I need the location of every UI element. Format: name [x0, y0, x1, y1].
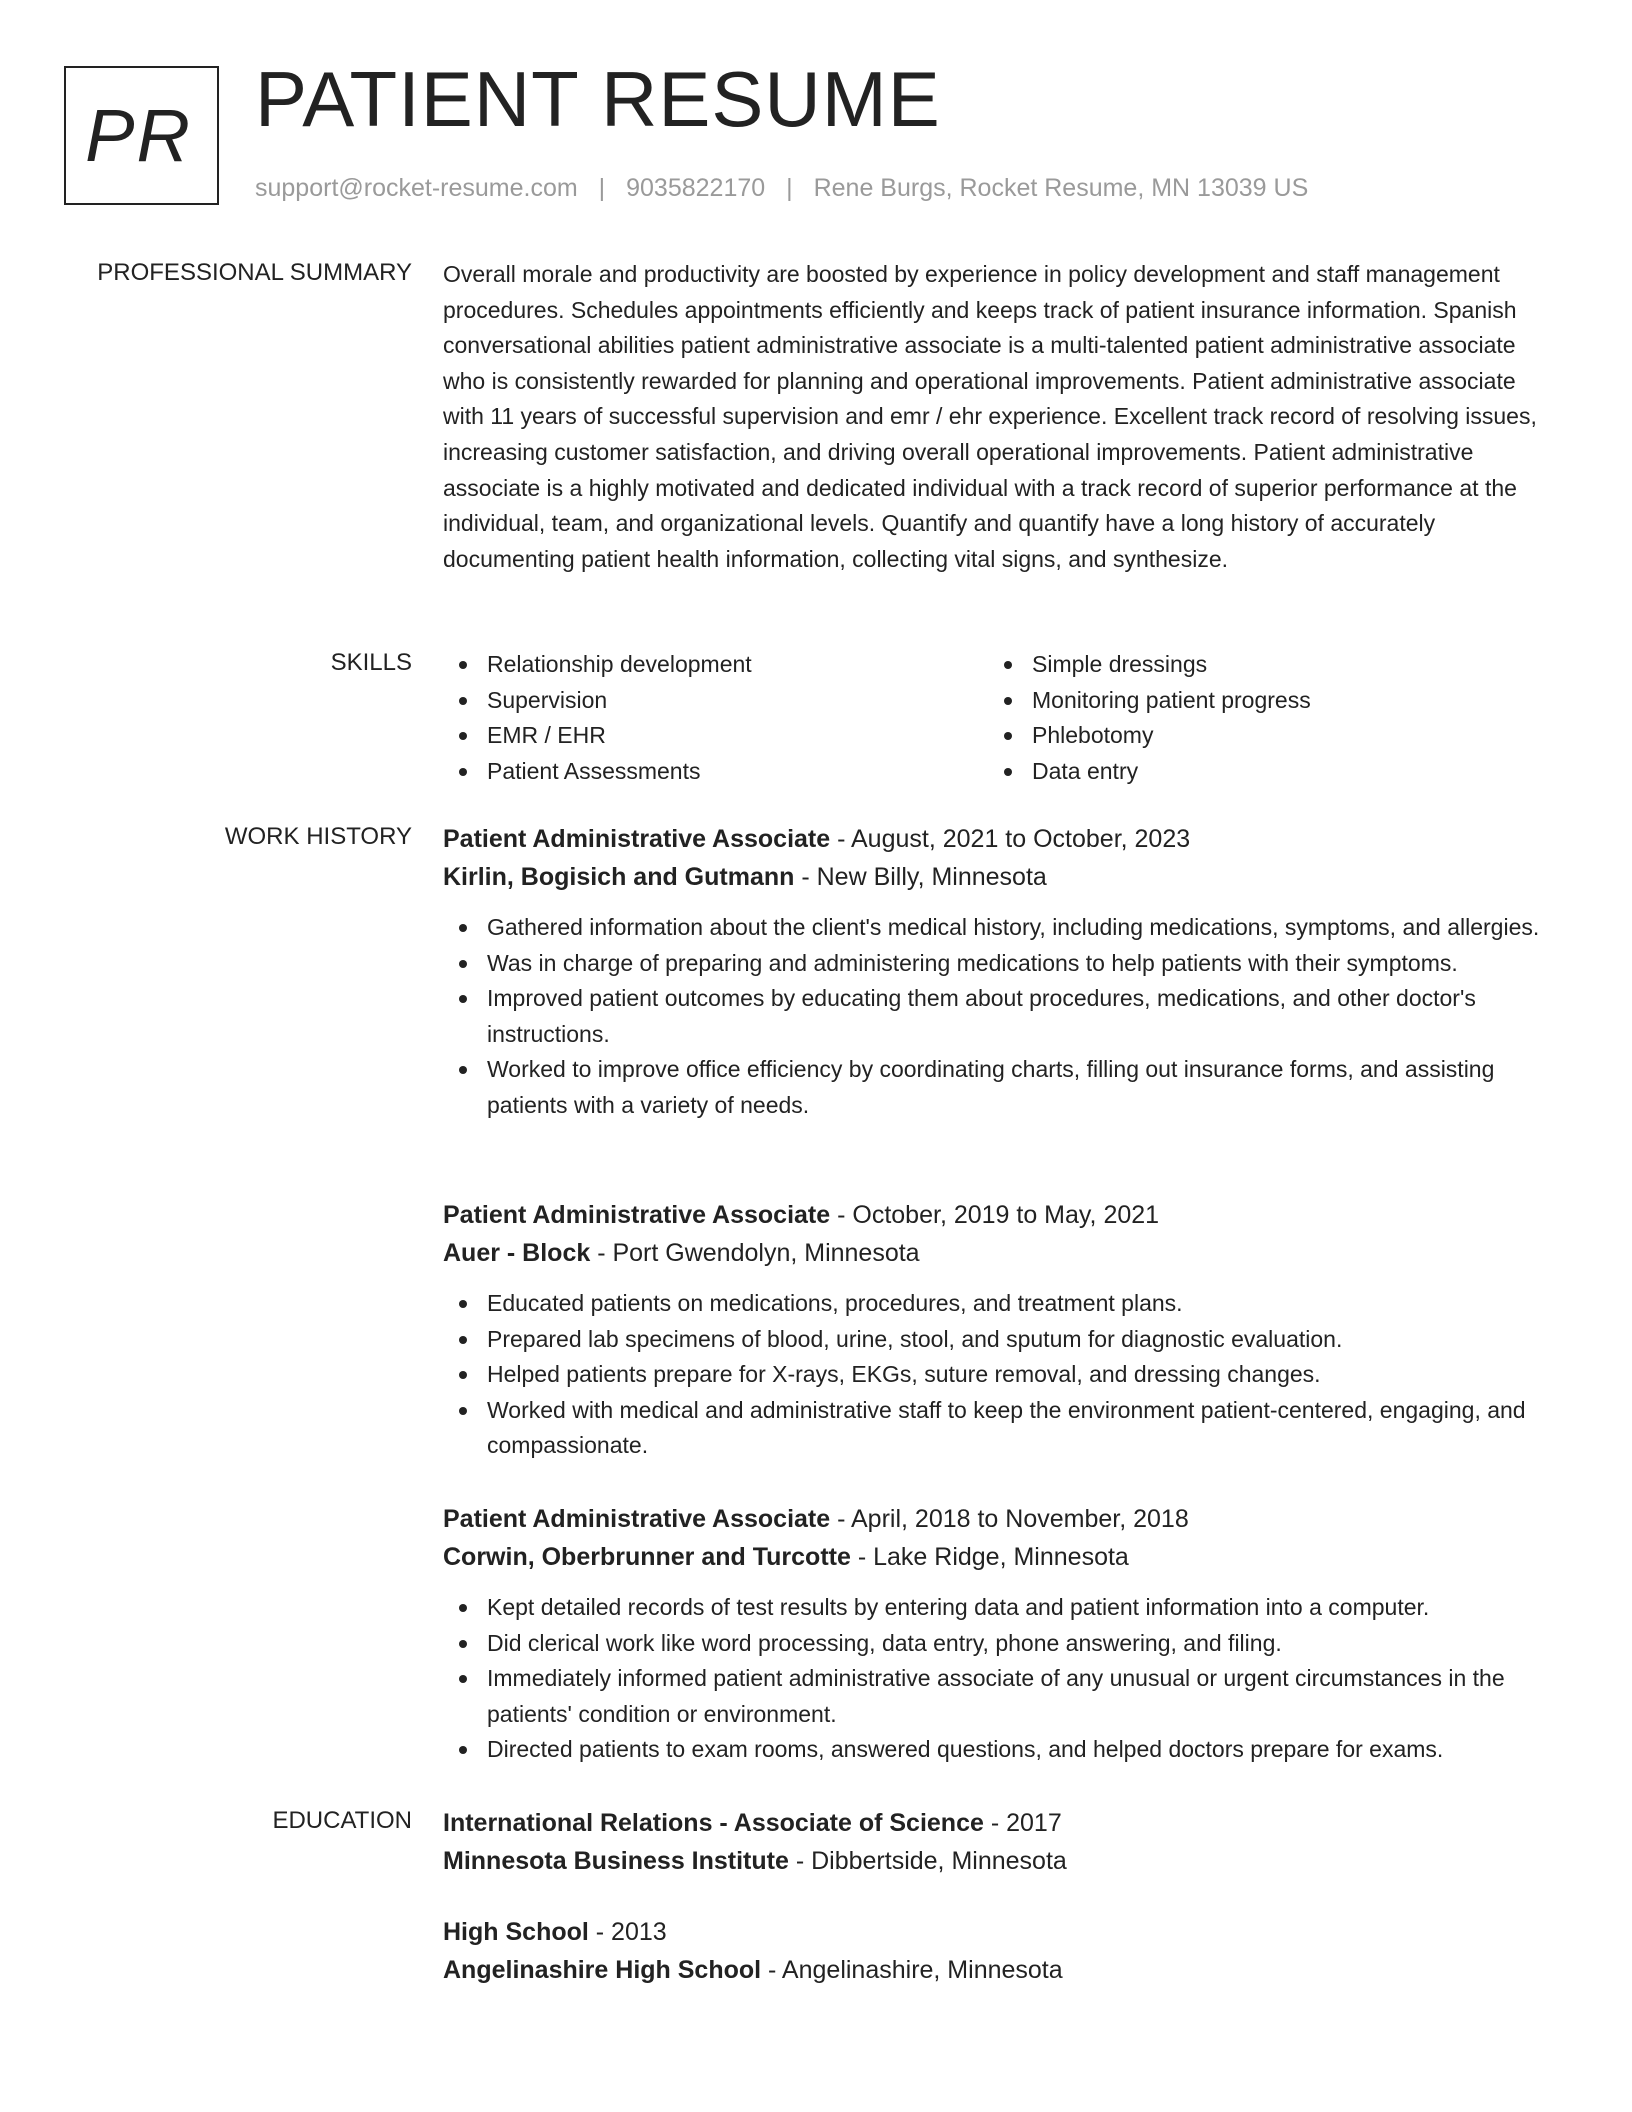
bullet-icon — [459, 995, 467, 1003]
job-title: Patient Administrative Associate — [443, 1505, 831, 1533]
skill-text: EMR / EHR — [487, 722, 606, 749]
skills-list-right — [988, 647, 1533, 789]
job-title: Patient Administrative Associate — [443, 1201, 831, 1229]
job-company: Kirlin, Bogisich and Gutmann — [443, 863, 795, 891]
list-item — [988, 718, 1533, 754]
bullet-icon — [459, 1675, 467, 1683]
bullet-icon — [459, 768, 467, 776]
bullet-icon — [1004, 697, 1012, 705]
monogram-initials: PR — [85, 94, 192, 177]
school: Minnesota Business Institute — [443, 1847, 789, 1875]
section-title-education: EDUCATION — [272, 1807, 412, 1834]
degree-line — [443, 1913, 1558, 1951]
bullet-icon — [459, 732, 467, 740]
duty-text: Worked with medical and administrative staff to keep the environment patient-centered, engaging, and compassionate. — [487, 1396, 1526, 1459]
skill-text: Phlebotomy — [1032, 722, 1154, 749]
degree-year: - 2013 — [588, 1918, 667, 1946]
school-line — [443, 1842, 1558, 1880]
bullet-icon — [459, 1371, 467, 1379]
job-company-line — [443, 858, 1558, 896]
bullet-icon — [459, 960, 467, 968]
bullet-icon — [459, 1746, 467, 1754]
skills-list-left — [443, 647, 988, 789]
list-item — [443, 754, 988, 790]
job-dates: - April, 2018 to November, 2018 — [830, 1505, 1189, 1533]
contact-separator: | — [598, 174, 606, 202]
list-item — [443, 946, 1558, 982]
list-item — [443, 981, 1558, 1052]
skill-text: Simple dressings — [1032, 651, 1208, 677]
contact-address: Rene Burgs, Rocket Resume, MN 13039 US — [813, 174, 1309, 202]
school-location: - Angelinashire, Minnesota — [761, 1956, 1063, 1984]
skills-grid — [443, 647, 1558, 789]
job-entry — [443, 1500, 1558, 1768]
list-item — [988, 683, 1533, 719]
school: Angelinashire High School — [443, 1956, 762, 1984]
list-item — [443, 1286, 1558, 1322]
degree: International Relations - Associate of Science — [443, 1809, 984, 1837]
contact-email: support@rocket-resume.com — [255, 174, 578, 202]
job-company-line — [443, 1234, 1558, 1272]
section-title-work: WORK HISTORY — [224, 823, 412, 850]
contact-line — [255, 172, 1308, 204]
job-company: Auer - Block — [443, 1239, 591, 1267]
job-location: - Port Gwendolyn, Minnesota — [590, 1239, 920, 1267]
skill-text: Relationship development — [487, 651, 752, 677]
duty-text: Kept detailed records of test results by entering data and patient information into a computer. — [487, 1594, 1430, 1620]
list-item — [443, 1590, 1558, 1626]
duty-text: Did clerical work like word processing, data entry, phone answering, and filing. — [487, 1629, 1282, 1656]
duty-text: Worked to improve office efficiency by coordinating charts, filling out insurance forms, and assisting patients with a variety of needs. — [487, 1056, 1495, 1118]
degree: High School — [443, 1918, 589, 1946]
duty-text: Directed patients to exam rooms, answered questions, and helped doctors prepare for exams. — [487, 1736, 1444, 1763]
list-item — [443, 683, 988, 719]
list-item — [443, 647, 988, 683]
job-duties-list — [443, 910, 1558, 1124]
contact-phone: 9035822170 — [626, 174, 766, 202]
bullet-icon — [459, 1336, 467, 1344]
skill-text: Data entry — [1032, 757, 1139, 784]
duty-text: Helped patients prepare for X-rays, EKGs, suture removal, and dressing changes. — [487, 1361, 1321, 1388]
summary-text: Overall morale and productivity are boosted by experience in policy development and staff management procedures. Schedules appointments efficiently and keeps track of patient insurance information. Spanish conversational abilities patient administrative associate is a multi-talented patient administrative associate who is consistently rewarded for planning and operational improvements. Patient administrative associate with 11 years of successful supervision and emr / ehr experience. Excellent track record of resolving issues, increasing customer satisfaction, and driving overall operational improvements. Patient administrative associate is a highly motivated and dedicated individual with a track record of superior performance at the individual, team, and organizational levels. Quantify and quantify have a long history of accurately documenting patient health information, collecting vital signs, and synthesize. — [443, 261, 1537, 572]
job-location: - Lake Ridge, Minnesota — [850, 1543, 1129, 1571]
education-entry — [443, 1804, 1558, 1880]
job-entry — [443, 820, 1558, 1124]
job-dates: - October, 2019 to May, 2021 — [830, 1201, 1160, 1229]
bullet-icon — [459, 924, 467, 932]
bullet-icon — [459, 1604, 467, 1612]
duty-text: Gathered information about the client's medical history, including medications, symptoms, and allergies. — [487, 914, 1540, 940]
job-title: Patient Administrative Associate — [443, 825, 831, 853]
degree-line — [443, 1804, 1558, 1842]
monogram-box — [64, 66, 219, 205]
skill-text: Supervision — [487, 686, 608, 713]
job-duties-list — [443, 1286, 1558, 1464]
education-entry — [443, 1913, 1558, 1989]
job-entry — [443, 1196, 1558, 1464]
contact-separator: | — [786, 174, 793, 202]
duty-text: Improved patient outcomes by educating them about procedures, medications, and other doctor's instructions. — [487, 985, 1476, 1047]
list-item — [443, 1357, 1558, 1393]
job-duties-list — [443, 1590, 1558, 1768]
duty-text: Educated patients on medications, procedures, and treatment plans. — [487, 1290, 1183, 1316]
bullet-icon — [459, 1066, 467, 1074]
list-item — [443, 1732, 1558, 1768]
bullet-icon — [459, 1407, 467, 1415]
resume-name: PATIENT RESUME — [255, 55, 941, 143]
duty-text: Prepared lab specimens of blood, urine, stool, and sputum for diagnostic evaluation. — [487, 1325, 1343, 1352]
bullet-icon — [459, 1640, 467, 1648]
list-item — [443, 910, 1558, 946]
list-item — [443, 1052, 1558, 1123]
job-company-line — [443, 1538, 1558, 1576]
bullet-icon — [459, 697, 467, 705]
job-title-line — [443, 820, 1558, 858]
job-dates: - August, 2021 to October, 2023 — [830, 825, 1191, 853]
list-item — [988, 647, 1533, 683]
list-item — [443, 1393, 1558, 1464]
job-title-line — [443, 1500, 1558, 1538]
job-title-line — [443, 1196, 1558, 1234]
duty-text: Immediately informed patient administrative associate of any unusual or urgent circumstances in the patients' condition or environment. — [487, 1665, 1505, 1727]
section-title-summary: PROFESSIONAL SUMMARY — [97, 259, 412, 286]
skill-text: Monitoring patient progress — [1032, 686, 1311, 713]
bullet-icon — [459, 1300, 467, 1308]
bullet-icon — [459, 661, 467, 669]
list-item — [988, 754, 1533, 790]
duty-text: Was in charge of preparing and administering medications to help patients with their symptoms. — [487, 949, 1458, 976]
bullet-icon — [1004, 661, 1012, 669]
list-item — [443, 718, 988, 754]
school-line — [443, 1951, 1558, 1989]
list-item — [443, 1322, 1558, 1358]
job-location: - New Billy, Minnesota — [794, 863, 1047, 891]
list-item — [443, 1626, 1558, 1662]
list-item — [443, 1661, 1558, 1732]
skill-text: Patient Assessments — [487, 757, 701, 784]
bullet-icon — [1004, 732, 1012, 740]
school-location: - Dibbertside, Minnesota — [788, 1847, 1067, 1875]
degree-year: - 2017 — [983, 1809, 1062, 1837]
job-company: Corwin, Oberbrunner and Turcotte — [443, 1543, 851, 1571]
section-title-skills: SKILLS — [330, 649, 412, 676]
bullet-icon — [1004, 768, 1012, 776]
